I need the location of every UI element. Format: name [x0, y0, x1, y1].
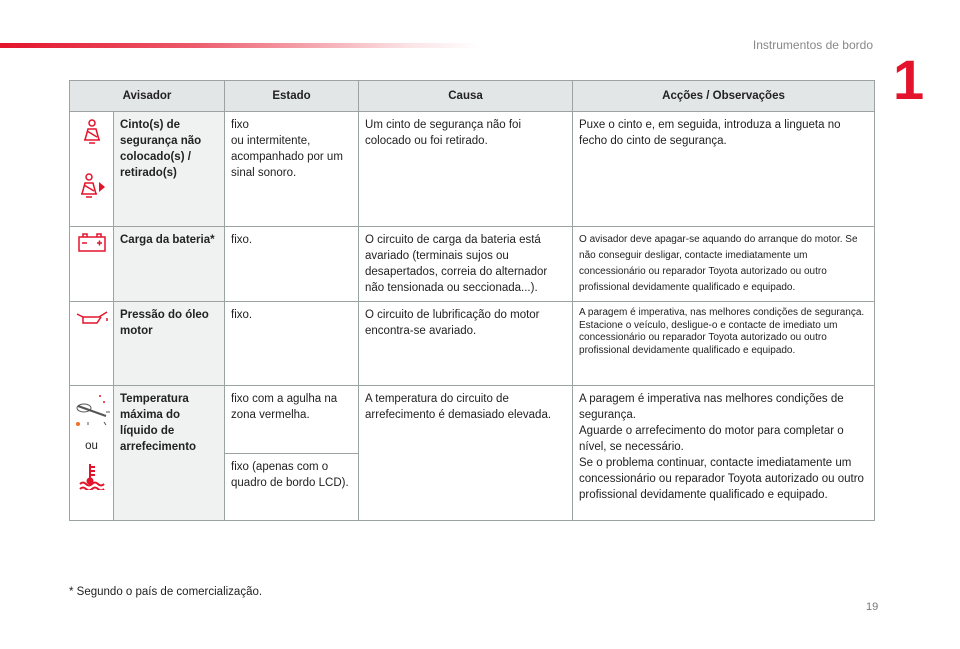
col-accoes: Acções / Observações [573, 81, 875, 112]
table-header-row [70, 81, 875, 112]
estado-cell: fixo. [225, 302, 359, 386]
estado-cell: fixo ou intermitente, acompanhado por um sinal sonoro. [225, 112, 359, 227]
icon-cell [70, 112, 114, 227]
coolant-temperature-icon [78, 462, 106, 490]
oil-pressure-icon [75, 308, 109, 326]
warning-lights-table [69, 80, 875, 521]
seatbelt-icon [80, 118, 104, 146]
warning-name: Carga da bateria* [114, 227, 225, 302]
table-row [70, 386, 875, 454]
header-accent-bar [0, 43, 480, 48]
table-row [70, 227, 875, 302]
icon-cell [70, 302, 114, 386]
accoes-cell: Puxe o cinto e, em seguida, introduza a lingueta no fecho do cinto de segurança. [573, 112, 875, 227]
warning-name: Pressão do óleo motor [114, 302, 225, 386]
causa-cell: Um cinto de segurança não foi colocado ou foi retirado. [359, 112, 573, 227]
warning-name: Temperatura máxima do líquido de arrefecimento [114, 386, 225, 521]
seatbelt-passenger-icon [78, 172, 106, 200]
col-avisador: Avisador [70, 81, 225, 112]
icon-cell [70, 386, 114, 521]
table-row [70, 302, 875, 386]
causa-cell: A temperatura do circuito de arrefecimento é demasiado elevada. [359, 386, 573, 521]
section-title: Instrumentos de bordo [752, 38, 873, 52]
table-row [70, 112, 875, 227]
page-number: 19 [866, 601, 879, 613]
accoes-cell: A paragem é imperativa, nas melhores condições de segurança. Estacione o veículo, desligue-o e contacte de imediato um concessionário ou reparador Toyota autorizado ou outro profissional devidamente qualificado e equipado. [573, 302, 875, 386]
footnote: * Segundo o país de comercialização. [69, 586, 263, 598]
estado-cell: fixo. [225, 227, 359, 302]
col-causa: Causa [359, 81, 573, 112]
temperature-gauge-icon [74, 392, 110, 428]
icon-cell [70, 227, 114, 302]
estado-cell: fixo com a agulha na zona vermelha. [225, 386, 359, 454]
estado-cell: fixo (apenas com o quadro de bordo LCD). [225, 454, 359, 521]
accoes-cell: A paragem é imperativa nas melhores condições de segurança. Aguarde o arrefecimento do motor para completar o nível, se necessário. Se o problema continuar, contacte imediatamente um concessionário ou reparador Toyota autorizado ou outro profissional devidamente qualificado e equipado. [573, 386, 875, 521]
warning-name: Cinto(s) de segurança não colocado(s) / retirado(s) [114, 112, 225, 227]
causa-cell: O circuito de carga da bateria está avariado (terminais sujos ou desapertados, correia do alternador não tensionada ou seccionada...). [359, 227, 573, 302]
chapter-number: 1 [893, 48, 925, 111]
or-label: ou [85, 440, 98, 452]
causa-cell: O circuito de lubrificação do motor encontra-se avariado. [359, 302, 573, 386]
accoes-cell: O avisador deve apagar-se aquando do arranque do motor. Se não conseguir desligar, contacte imediatamente um concessionário ou reparador Toyota autorizado ou outro profissional devidamente qualificado e equipado. [573, 227, 875, 302]
col-estado: Estado [225, 81, 359, 112]
battery-icon [77, 233, 107, 253]
